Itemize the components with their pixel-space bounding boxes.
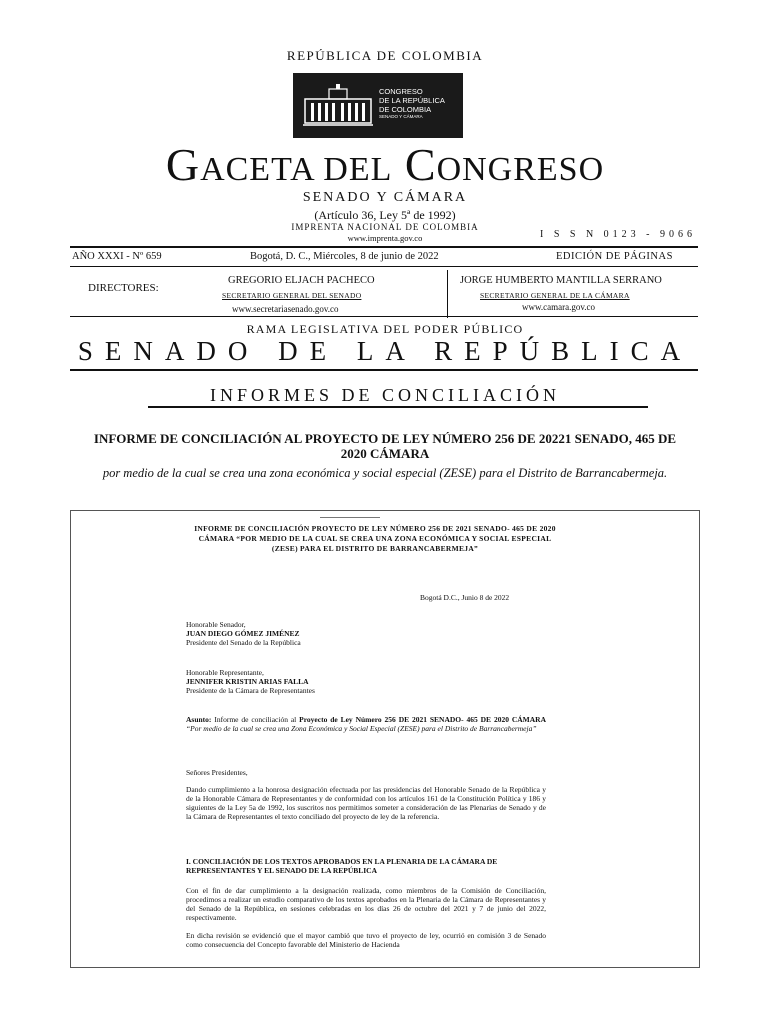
addressee-2-greeting: Honorable Representante, [186,668,264,677]
document-date: Bogotá D.C., Junio 8 de 2022 [420,593,510,602]
article-subtitle: por medio de la cual se crea una zona económica y social especial (ZESE) para el Distrito de Barrancabermeja. [102,466,668,480]
section-1-title: I. CONCILIACIÓN DE LOS TEXTOS APROBADOS EN LA PLENARIA DE LA CÁMARA DE REPRESENTANTES Y EL SENADO DE LA REPÚBLICA [186,857,498,875]
title-initial-g: G [165,139,201,190]
logo-line-3: DE COLOMBIA [379,105,432,114]
paragraph-1: Dando cumplimiento a la honrosa designación efectuada por las presidencias del Honorable Senado de la República y de la Honorable Cámara de Representantes y de conformidad con los artículos 161 de la Constitución Política y 186 y siguientes de la Ley 5a de 1992, los suscritos nos permitimos someter a consideración de las Plenarias de Senado y de la Cámara de Representantes el texto conciliado del proyecto de ley de la referencia. [186,785,546,821]
imprenta-name: IMPRENTA NACIONAL DE COLOMBIA [291,222,479,232]
director-senado-title: SECRETARIO GENERAL DEL SENADO [222,291,362,300]
asunto-text: Informe de conciliación al [211,715,300,724]
senado-heading: SENADO DE LA REPÚBLICA [77,336,693,366]
section-heading: INFORMES DE CONCILIACIÓN [209,385,560,405]
gaceta-title [0,138,770,197]
divider-senado [70,369,698,371]
country-heading: REPÚBLICA DE COLOMBIA [286,48,484,63]
asunto-paragraph [186,715,546,733]
imprenta-website: www.imprenta.gov.co [347,233,423,243]
divider-directors [70,316,698,317]
issue-date: Bogotá, D. C., Miércoles, 8 de junio de 2022 [250,251,439,262]
document-title: INFORME DE CONCILIACIÓN PROYECTO DE LEY NÚMERO 256 DE 2021 SENADO- 465 DE 2020 CÁMARA “POR MEDIO DE LA CUAL SE CREA UNA ZONA ECONÓMICA Y SOCIAL ESPECIAL (ZESE) PARA EL DISTRITO DE BARRANCABERMEJA” [194,524,556,553]
title-rest-2: ONGRESO [436,151,605,188]
divider-top [70,246,698,248]
rama-heading: RAMA LEGISLATIVA DEL PODER PÚBLICO [246,322,524,336]
article-title: INFORME DE CONCILIACIÓN AL PROYECTO DE LEY NÚMERO 256 DE 20221 SENADO, 465 DE 2020 CÁMARA [93,431,677,461]
director-camara-title: SECRETARIO GENERAL DE LA CÁMARA [480,291,630,300]
title-rest-1: ACETA DEL [200,151,393,188]
congreso-logo [293,73,463,138]
title-initial-c: C [404,139,437,190]
asunto-bill: Proyecto de Ley Número 256 DE 2021 SENADO- 465 DE 2020 CÁMARA [299,715,546,724]
issn-number: I S S N 0123 - 9066 [540,229,697,240]
salutation: Señores Presidentes, [186,768,248,777]
document-top-rule [320,517,380,518]
director-senado-name: GREGORIO ELJACH PACHECO [228,275,375,286]
director-camara-website: www.camara.gov.co [522,302,596,312]
paragraph-3: En dicha revisión se evidenció que el mayor cambió que tuvo el proyecto de ley, ocurrió en comisión 3 de Senado como consecuencia del Concepto favorable del Ministerio de Hacienda [186,931,546,949]
paragraph-2: Con el fin de dar cumplimiento a la designación realizada, como miembros de la Comisión de Conciliación, procedimos a realizar un estudio comparativo de los textos aprobados en la Plenaria de la Cámara de Representantes y del Senado de la República, en sesiones celebradas en los días 26 de octubre del 2021 y 7 de junio del 2022, respectivamente. [186,886,546,922]
addressee-2-name: JENNIFER KRISTIN ARIAS FALLA [186,677,309,686]
asunto-subject: “Por medio de la cual se crea una Zona Económica y Social Especial (ZESE) para el Distrito de Barrancabermeja” [186,724,537,733]
subtitle: SENADO Y CÁMARA [302,190,468,205]
directors-divider [447,270,448,318]
addressee-2-role: Presidente de la Cámara de Representantes [186,686,315,695]
logo-tagline: SENADO Y CÁMARA [379,114,423,119]
addressee-1-name: JUAN DIEGO GÓMEZ JIMÉNEZ [186,629,300,638]
capitol-building-icon [303,83,373,127]
divider-info [70,266,698,267]
director-camara-name: JORGE HUMBERTO MANTILLA SERRANO [460,275,662,286]
logo-line-2: DE LA REPÚBLICA [379,96,445,105]
directors-label: DIRECTORES: [88,282,159,294]
addressee-1-role: Presidente del Senado de la República [186,638,301,647]
edition-pages: EDICIÓN DE PÁGINAS [556,251,673,262]
year-number: AÑO XXXI - Nº 659 [72,251,162,262]
asunto-label: Asunto: [186,715,212,724]
addressee-1-greeting: Honorable Senador, [186,620,246,629]
articulo-reference: (Artículo 36, Ley 5ª de 1992) [314,208,456,222]
logo-line-1: CONGRESO [379,87,423,96]
director-senado-website: www.secretariasenado.gov.co [232,304,339,314]
section-heading-underline [148,406,648,408]
